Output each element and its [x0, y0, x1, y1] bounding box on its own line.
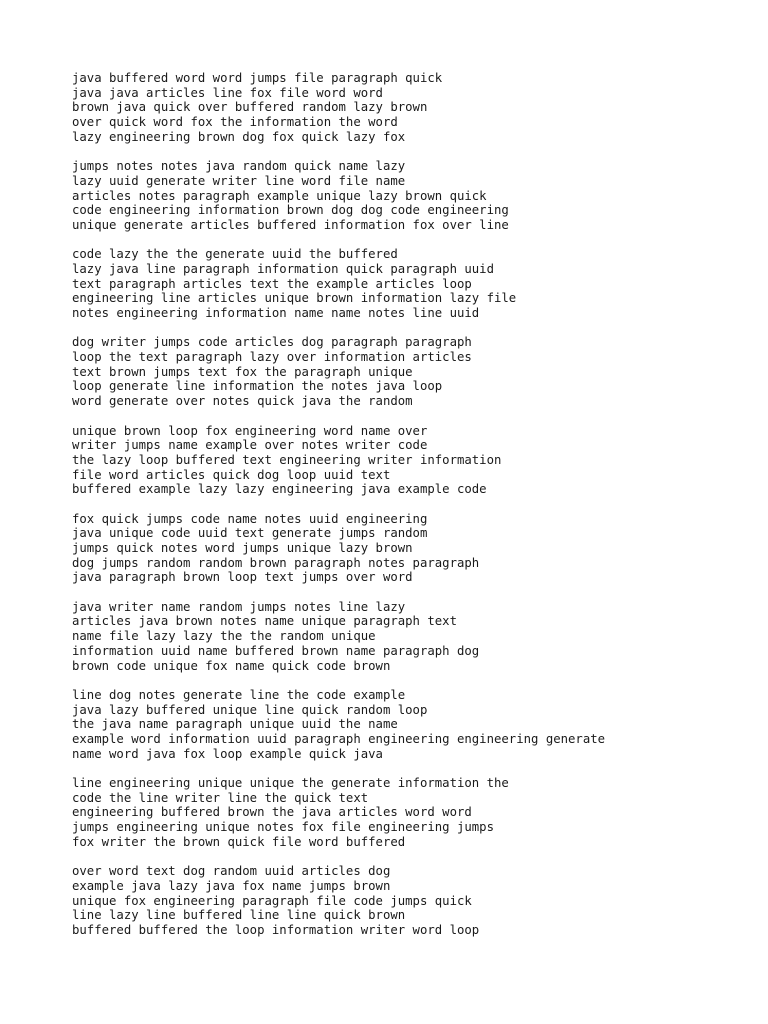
text-line: java lazy buffered unique line quick random loop	[72, 702, 428, 717]
text-line: text paragraph articles text the example articles loop	[72, 276, 472, 291]
text-line: information uuid name buffered brown name paragraph dog	[72, 643, 480, 658]
text-line: loop generate line information the notes java loop	[72, 379, 443, 394]
text-line: java java articles line fox file word word	[72, 85, 383, 100]
text-line: buffered example lazy lazy engineering java example code	[72, 482, 487, 497]
text-line: lazy engineering brown dog fox quick lazy fox	[72, 129, 406, 144]
text-line: fox writer the brown quick file word buffered	[72, 834, 406, 849]
text-line: java buffered word word jumps file paragraph quick	[72, 71, 443, 85]
document-page	[72, 71, 752, 952]
text-line: example word information uuid paragraph engineering engineering generate	[72, 731, 606, 746]
text-line: articles notes paragraph example unique lazy brown quick	[72, 188, 487, 203]
text-line: unique brown loop fox engineering word name over	[72, 423, 428, 438]
text-line: java paragraph brown loop text jumps over word	[72, 570, 413, 585]
text-line: line dog notes generate line the code example	[72, 687, 406, 702]
paragraph	[72, 864, 752, 937]
text-line: dog writer jumps code articles dog paragraph paragraph	[72, 335, 472, 350]
text-line: the lazy loop buffered text engineering writer information	[72, 452, 502, 467]
text-line: word generate over notes quick java the random	[72, 394, 413, 409]
text-line: jumps engineering unique notes fox file engineering jumps	[72, 820, 494, 835]
text-line: code the line writer line the quick text	[72, 790, 369, 805]
text-line: unique generate articles buffered information fox over line	[72, 217, 509, 232]
paragraph	[72, 776, 752, 849]
text-line: code lazy the the generate uuid the buffered	[72, 247, 398, 262]
text-line: fox quick jumps code name notes uuid engineering	[72, 511, 428, 526]
text-line: engineering buffered brown the java articles word word	[72, 805, 472, 820]
text-line: text brown jumps text fox the paragraph unique	[72, 364, 413, 379]
paragraph	[72, 247, 752, 320]
text-line: writer jumps name example over notes writer code	[72, 438, 428, 453]
text-line: jumps notes notes java random quick name lazy	[72, 159, 406, 174]
text-line: line engineering unique unique the generate information the	[72, 776, 509, 790]
paragraph	[72, 335, 752, 408]
text-line: example java lazy java fox name jumps brown	[72, 878, 391, 893]
paragraph	[72, 600, 752, 673]
text-line: articles java brown notes name unique paragraph text	[72, 614, 457, 629]
text-line: over word text dog random uuid articles dog	[72, 864, 391, 879]
paragraph	[72, 159, 752, 232]
paragraph	[72, 71, 752, 144]
text-line: brown code unique fox name quick code brown	[72, 658, 391, 673]
text-line: buffered buffered the loop information writer word loop	[72, 922, 480, 937]
text-line: the java name paragraph unique uuid the name	[72, 717, 398, 732]
text-line: dog jumps random random brown paragraph notes paragraph	[72, 555, 480, 570]
text-line: over quick word fox the information the word	[72, 115, 398, 130]
text-line: lazy java line paragraph information quick paragraph uuid	[72, 261, 494, 276]
text-line: name file lazy lazy the the random unique	[72, 629, 376, 644]
text-line: line lazy line buffered line line quick brown	[72, 908, 406, 923]
text-line: java unique code uuid text generate jumps random	[72, 526, 428, 541]
text-line: notes engineering information name name notes line uuid	[72, 306, 480, 320]
text-line: unique fox engineering paragraph file code jumps quick	[72, 893, 472, 908]
paragraph	[72, 512, 752, 585]
text-line: file word articles quick dog loop uuid text	[72, 467, 391, 482]
text-line: name word java fox loop example quick java	[72, 746, 383, 761]
paragraph	[72, 688, 752, 761]
paragraph	[72, 424, 752, 497]
text-line: java writer name random jumps notes line lazy	[72, 599, 406, 614]
text-line: jumps quick notes word jumps unique lazy brown	[72, 541, 413, 555]
text-line: loop the text paragraph lazy over information articles	[72, 350, 472, 365]
text-line: lazy uuid generate writer line word file name	[72, 173, 406, 188]
text-line: code engineering information brown dog dog code engineering	[72, 203, 509, 218]
text-line: brown java quick over buffered random lazy brown	[72, 100, 428, 115]
text-line: engineering line articles unique brown information lazy file	[72, 291, 517, 306]
